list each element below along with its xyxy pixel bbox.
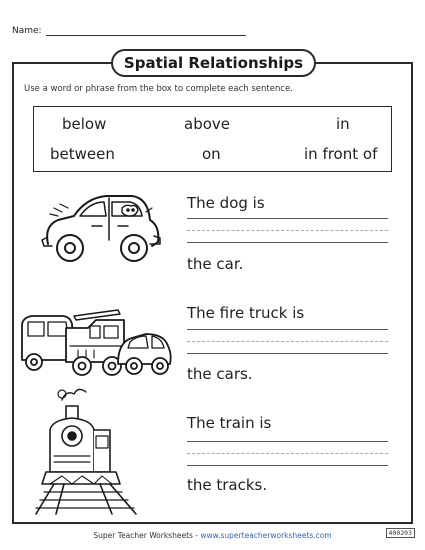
name-row: [12, 26, 246, 36]
footer-brand: Super Teacher Worksheets: [93, 531, 193, 540]
worksheet-code: 400203: [386, 528, 415, 538]
question-3-ending: the tracks.: [187, 476, 268, 494]
name-field[interactable]: [46, 27, 246, 36]
footer-url-link[interactable]: www.superteacherworksheets.com: [200, 531, 332, 540]
question-3-base-line: [187, 465, 388, 466]
page-title: Spatial Relationships: [111, 49, 316, 77]
question-2-guide-line: [187, 341, 388, 342]
question-2-base-line: [187, 353, 388, 354]
word-in-front-of: in front of: [304, 145, 378, 163]
question-1-guide-line: [187, 230, 388, 231]
question-1-ending: the car.: [187, 255, 244, 273]
word-on: on: [202, 145, 221, 163]
word-above: above: [184, 115, 230, 133]
footer-separator: -: [192, 531, 201, 540]
fire-truck-between-cars-image: [18, 304, 174, 380]
question-1-base-line: [187, 242, 388, 243]
question-3-guide-line: [187, 453, 388, 454]
question-3-prompt: The train is: [187, 414, 272, 432]
question-1-prompt: The dog is: [187, 194, 265, 212]
train-on-tracks-image: [32, 386, 142, 516]
name-label: Name:: [12, 26, 42, 36]
footer: [0, 531, 425, 540]
question-1-answer-line[interactable]: [187, 218, 388, 219]
question-2-answer-line[interactable]: [187, 329, 388, 330]
car-with-dog-image: [36, 186, 164, 270]
question-3-answer-line[interactable]: [187, 441, 388, 442]
instructions: Use a word or phrase from the box to complete each sentence.: [24, 84, 293, 94]
question-2-prompt: The fire truck is: [187, 304, 305, 322]
word-in: in: [336, 115, 350, 133]
word-bank: [33, 106, 392, 172]
question-2-ending: the cars.: [187, 365, 253, 383]
word-below: below: [62, 115, 107, 133]
word-between: between: [50, 145, 115, 163]
